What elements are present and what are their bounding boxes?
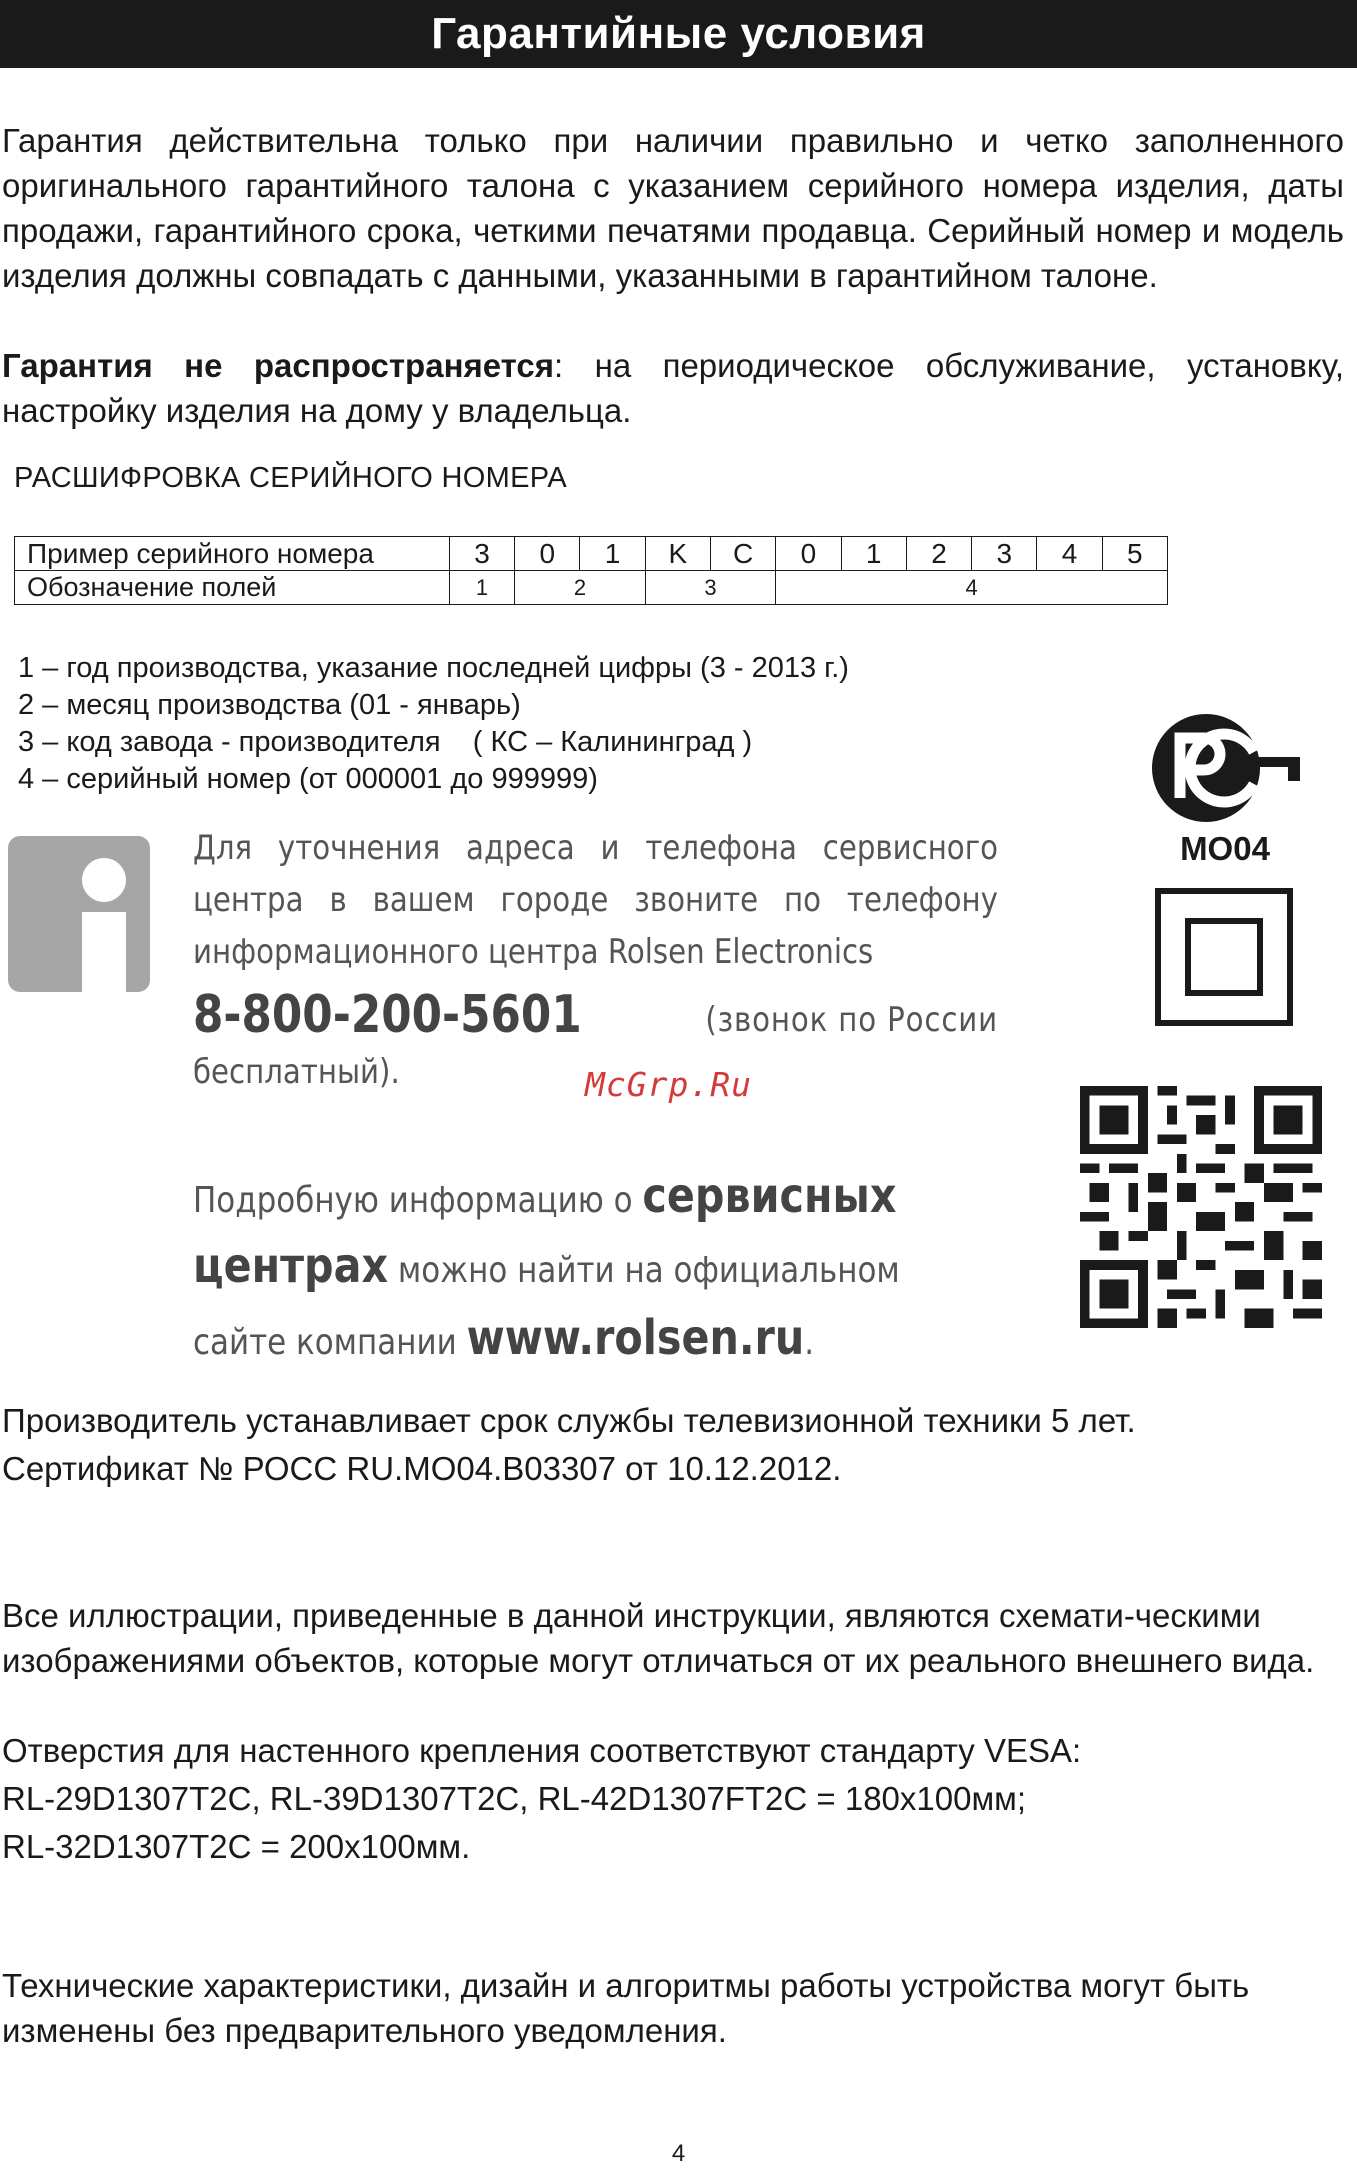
warranty-paragraph: Гарантия действительна только при наличии правильно и четко заполненного оригинального гарантийного талона с указанием серийного номера изделия, даты продажи, гарантийного срока, четкими печатями продавца. Серийный номер и модель изделия должны совпадать с данными, указанными в гарантийном талоне. (2, 122, 1344, 294)
detail-text: можно найти на официальном (388, 1250, 900, 1291)
serial-legend (18, 650, 849, 798)
detail-bold: центрах (193, 1238, 389, 1294)
info-icon (8, 836, 150, 992)
table-row (15, 537, 1168, 571)
serial-digit: C (711, 537, 776, 571)
info-icon-dot (82, 858, 126, 902)
watermark: McGrp.Ru (585, 1065, 752, 1104)
pct-certification-icon (1150, 712, 1300, 824)
serial-digit: 3 (972, 537, 1037, 571)
exclusions-label: Гарантия не распространяется (2, 347, 555, 384)
qr-code-icon (1080, 1086, 1322, 1328)
field-number: 3 (645, 571, 776, 605)
page-title: Гарантийные условия (431, 9, 926, 58)
table-row (15, 571, 1168, 605)
serial-caption: РАСШИФРОВКА СЕРИЙНОГО НОМЕРА (14, 462, 568, 494)
info-icon-bar (82, 912, 126, 992)
serial-digit: 1 (580, 537, 645, 571)
serial-example-label: Пример серийного номера (15, 537, 450, 571)
vesa-models-2: RL-32D1307T2C = 200х100мм. (2, 1828, 471, 1865)
legend-item: 3 – код завода - производителя ( КС – Калининград ) (18, 726, 753, 758)
vesa-models-1: RL-29D1307T2C, RL-39D1307T2C, RL-42D1307FT2C = 180х100мм; (2, 1780, 1026, 1817)
service-detail-line1 (193, 1168, 998, 1224)
warranty-exclusions (2, 343, 1344, 433)
vesa-intro-text: Отверстия для настенного крепления соответствуют стандарту VESA: (2, 1732, 1082, 1769)
field-number: 4 (776, 571, 1168, 605)
detail-text: сайте компании (193, 1322, 467, 1363)
field-designation-label: Обозначение полей (15, 571, 450, 605)
legend-item: 1 – год производства, указание последней цифры (3 - 2013 г.) (18, 652, 849, 684)
specs-disclaimer: Технические характеристики, дизайн и алгоритмы работы устройства могут быть изменены без предварительного уведомления. (2, 1967, 1250, 2049)
info-phone: 8-800-200-5601 (193, 985, 582, 1045)
illustrations-text: Все иллюстрации, приведенные в данной инструкции, являются схемати-ческими изображениями объектов, которые могут отличаться от их реального внешнего вида. (2, 1597, 1315, 1679)
service-detail-line3 (193, 1310, 998, 1366)
serial-digit: 0 (515, 537, 580, 571)
detail-text: Подробную информацию о (193, 1180, 643, 1221)
certification-code: МО04 (1180, 830, 1270, 867)
service-detail-line2 (193, 1238, 998, 1294)
page-number: 4 (671, 2140, 686, 2167)
certificate-text: Сертификат № РОСС RU.МО04.В03307 от 10.12.2012. (2, 1450, 842, 1487)
serial-digit: 0 (776, 537, 841, 571)
serial-digit: 2 (906, 537, 971, 571)
exclusions-text: : на периодическое обслуживание, установку, настройку изделия на дому у владельца. (2, 347, 1344, 429)
header-bar (0, 0, 1357, 68)
service-life-text: Производитель устанавливает срок службы телевизионной техники 5 лет. (2, 1402, 1136, 1439)
detail-text: . (804, 1322, 815, 1363)
legend-item: 2 – месяц производства (01 - январь) (18, 689, 521, 721)
serial-digit: 5 (1102, 537, 1167, 571)
class-ii-icon-inner (1185, 918, 1263, 996)
field-number: 2 (515, 571, 646, 605)
serial-table (14, 536, 1168, 605)
serial-digit: 1 (841, 537, 906, 571)
info-text: Для уточнения адреса и телефона сервисного центра в вашем городе звоните по телефону информационного центра Rolsen Electronics (193, 828, 998, 972)
website-link: www.rolsen.ru (466, 1310, 805, 1366)
legend-item: 4 – серийный номер (от 000001 до 999999) (18, 763, 598, 795)
info-phone-note: (звонок по России (705, 1000, 998, 1040)
info-phone-note-cont: бесплатный). (193, 1052, 400, 1092)
detail-bold: сервисных (642, 1168, 897, 1224)
serial-digit: K (645, 537, 710, 571)
serial-digit: 4 (1037, 537, 1102, 571)
serial-digit: 3 (449, 537, 514, 571)
field-number: 1 (449, 571, 514, 605)
